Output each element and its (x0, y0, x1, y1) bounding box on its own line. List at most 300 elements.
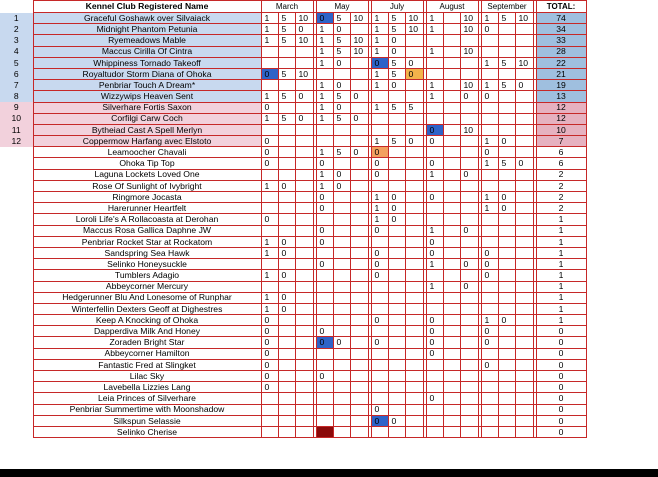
score-cell (426, 203, 443, 214)
score-cell (515, 192, 533, 203)
score-cell (515, 68, 533, 79)
score-cell: 0 (481, 91, 498, 102)
score-cell (481, 371, 498, 382)
score-cell (371, 292, 388, 303)
score-cell (295, 359, 313, 370)
dog-name-cell: Harerunner Heartfelt (33, 203, 261, 214)
score-cell: 1 (261, 91, 278, 102)
score-cell: 0 (481, 359, 498, 370)
score-cell (426, 426, 443, 437)
score-cell: 1 (261, 270, 278, 281)
score-cell (460, 136, 478, 147)
score-cell (350, 68, 368, 79)
table-row (0, 214, 586, 225)
score-cell (443, 136, 460, 147)
score-cell: 0 (371, 169, 388, 180)
dog-name-cell: Abbeycorner Mercury (33, 281, 261, 292)
score-cell (498, 180, 515, 191)
score-cell (498, 214, 515, 225)
dog-name-cell: Ringmore Jocasta (33, 192, 261, 203)
score-cell (481, 415, 498, 426)
score-cell (460, 292, 478, 303)
dog-name-cell: Maccus Cirilla Of Cintra (33, 46, 261, 57)
score-cell: 0 (333, 180, 350, 191)
score-cell (426, 214, 443, 225)
score-cell (333, 281, 350, 292)
rank-cell: 12 (0, 136, 33, 147)
table-row (0, 281, 586, 292)
score-cell (333, 247, 350, 258)
score-cell (333, 404, 350, 415)
dog-name-cell: Silkspun Selassie (33, 415, 261, 426)
score-cell (405, 113, 423, 124)
score-cell: 10 (295, 13, 313, 24)
score-cell: 1 (481, 315, 498, 326)
month-header-august: August (426, 1, 478, 13)
total-cell: 12 (536, 113, 586, 124)
score-cell (498, 102, 515, 113)
score-cell (350, 303, 368, 314)
score-cell (295, 247, 313, 258)
month-header-march: March (261, 1, 313, 13)
score-cell (350, 158, 368, 169)
score-cell (498, 303, 515, 314)
score-cell (316, 382, 333, 393)
score-cell (481, 214, 498, 225)
score-cell (295, 203, 313, 214)
total-cell: 1 (536, 236, 586, 247)
score-cell (460, 270, 478, 281)
score-cell: 1 (371, 214, 388, 225)
score-cell (278, 80, 295, 91)
score-cell (426, 102, 443, 113)
dog-name-cell: Dapperdiva Milk And Honey (33, 326, 261, 337)
rank-cell (0, 158, 33, 169)
score-cell (443, 13, 460, 24)
score-cell (261, 281, 278, 292)
score-cell: 0 (388, 80, 405, 91)
score-cell: 5 (333, 91, 350, 102)
score-cell (278, 371, 295, 382)
total-cell: 0 (536, 382, 586, 393)
rank-cell (0, 371, 33, 382)
score-cell: 0 (460, 169, 478, 180)
score-cell (498, 393, 515, 404)
score-cell (350, 259, 368, 270)
score-cell (460, 303, 478, 314)
score-cell: 0 (426, 236, 443, 247)
score-cell (388, 292, 405, 303)
score-cell: 1 (481, 192, 498, 203)
score-cell: 0 (460, 91, 478, 102)
score-cell (388, 113, 405, 124)
score-cell (460, 426, 478, 437)
score-cell (316, 415, 333, 426)
score-cell: 5 (498, 57, 515, 68)
score-cell: 0 (460, 225, 478, 236)
dog-name-cell: Coppermow Harfang avec Elstoto (33, 136, 261, 147)
total-cell: 1 (536, 292, 586, 303)
score-cell: 0 (261, 337, 278, 348)
score-cell (371, 371, 388, 382)
window-bottom-edge (0, 469, 658, 477)
score-cell (405, 292, 423, 303)
score-cell (278, 147, 295, 158)
score-cell (426, 292, 443, 303)
score-cell (515, 91, 533, 102)
score-cell: 0 (261, 348, 278, 359)
score-cell (426, 303, 443, 314)
score-cell: 0 (261, 359, 278, 370)
score-cell (295, 348, 313, 359)
score-cell (278, 46, 295, 57)
dog-name-cell: Abbeycorner Hamilton (33, 348, 261, 359)
score-cell (515, 393, 533, 404)
score-cell (261, 124, 278, 135)
score-cell: 0 (460, 259, 478, 270)
total-cell: 34 (536, 24, 586, 35)
score-cell: 0 (515, 158, 533, 169)
table-row (0, 192, 586, 203)
score-cell: 0 (261, 68, 278, 79)
dog-name-cell: Penbriar Summertime with Moonshadow (33, 404, 261, 415)
score-cell (481, 180, 498, 191)
score-cell: 1 (316, 24, 333, 35)
table-row (0, 13, 586, 24)
score-cell (460, 315, 478, 326)
score-cell (443, 203, 460, 214)
score-cell (278, 169, 295, 180)
score-cell (350, 214, 368, 225)
score-cell: 0 (333, 102, 350, 113)
score-cell (333, 136, 350, 147)
score-cell (350, 102, 368, 113)
score-cell (350, 393, 368, 404)
score-cell: 0 (481, 326, 498, 337)
dog-name-cell: Laguna Lockets Loved One (33, 169, 261, 180)
score-cell (405, 415, 423, 426)
dog-name-cell: Loroli Life's A Rollacoasta at Derohan (33, 214, 261, 225)
score-cell: 1 (316, 147, 333, 158)
table-row (0, 337, 586, 348)
score-cell (405, 315, 423, 326)
score-cell: 1 (371, 13, 388, 24)
score-cell (405, 359, 423, 370)
score-cell: 1 (481, 13, 498, 24)
score-cell (405, 158, 423, 169)
score-cell: 1 (426, 169, 443, 180)
score-cell: 1 (481, 203, 498, 214)
score-cell: 10 (295, 68, 313, 79)
score-cell: 1 (371, 102, 388, 113)
score-cell (515, 281, 533, 292)
score-cell (443, 35, 460, 46)
score-cell: 0 (295, 91, 313, 102)
score-cell (316, 315, 333, 326)
score-cell: 1 (316, 180, 333, 191)
score-cell: 0 (261, 102, 278, 113)
score-cell (498, 426, 515, 437)
score-cell: 5 (333, 13, 350, 24)
rank-cell (0, 303, 33, 314)
score-cell (498, 371, 515, 382)
score-cell: 5 (278, 24, 295, 35)
score-cell: 0 (316, 13, 333, 24)
score-cell (515, 124, 533, 135)
score-cell (460, 147, 478, 158)
score-cell (295, 371, 313, 382)
score-cell (333, 303, 350, 314)
score-cell (333, 225, 350, 236)
score-cell (371, 124, 388, 135)
score-cell (350, 57, 368, 68)
score-cell (295, 326, 313, 337)
score-cell: 5 (333, 35, 350, 46)
score-cell (295, 292, 313, 303)
dog-name-cell: Penbriar Touch A Dream* (33, 80, 261, 91)
score-cell (388, 426, 405, 437)
rank-cell (0, 259, 33, 270)
score-cell: 1 (316, 46, 333, 57)
score-cell: 5 (405, 102, 423, 113)
score-cell (316, 426, 333, 437)
score-cell (350, 382, 368, 393)
score-cell: 0 (333, 57, 350, 68)
score-cell (371, 303, 388, 314)
score-cell: 0 (405, 68, 423, 79)
score-cell (515, 337, 533, 348)
rank-cell: 5 (0, 57, 33, 68)
rank-cell (0, 415, 33, 426)
table-row (0, 180, 586, 191)
score-cell (295, 236, 313, 247)
score-cell: 0 (295, 113, 313, 124)
score-cell: 10 (460, 80, 478, 91)
score-cell: 0 (371, 225, 388, 236)
score-cell: 0 (261, 214, 278, 225)
score-cell: 0 (426, 124, 443, 135)
score-cell (261, 404, 278, 415)
score-cell: 1 (316, 57, 333, 68)
score-cell (316, 303, 333, 314)
score-cell (278, 348, 295, 359)
score-cell: 10 (460, 124, 478, 135)
score-cell: 1 (481, 158, 498, 169)
table-row (0, 359, 586, 370)
score-cell (426, 113, 443, 124)
score-cell (316, 214, 333, 225)
score-cell (460, 214, 478, 225)
score-cell: 1 (371, 35, 388, 46)
score-cell (295, 303, 313, 314)
score-cell (460, 393, 478, 404)
score-cell: 1 (426, 13, 443, 24)
score-cell (460, 337, 478, 348)
table-row (0, 136, 586, 147)
score-cell: 0 (295, 24, 313, 35)
dog-name-cell: Whippiness Tornado Takeoff (33, 57, 261, 68)
score-cell (350, 247, 368, 258)
score-cell: 0 (481, 147, 498, 158)
score-cell: 0 (426, 348, 443, 359)
score-cell (278, 57, 295, 68)
score-cell (278, 203, 295, 214)
score-cell (388, 270, 405, 281)
score-cell (481, 292, 498, 303)
score-cell (295, 57, 313, 68)
score-cell (350, 124, 368, 135)
score-cell (443, 270, 460, 281)
score-cell (426, 270, 443, 281)
score-cell (350, 169, 368, 180)
score-cell: 0 (371, 259, 388, 270)
score-cell: 1 (371, 24, 388, 35)
table-row (0, 292, 586, 303)
score-cell (350, 326, 368, 337)
score-cell (443, 382, 460, 393)
score-cell (295, 147, 313, 158)
score-cell: 0 (498, 136, 515, 147)
rank-cell (0, 393, 33, 404)
table-row (0, 382, 586, 393)
score-cell (333, 68, 350, 79)
score-cell (350, 24, 368, 35)
score-cell (405, 203, 423, 214)
score-cell (333, 236, 350, 247)
score-cell: 0 (481, 24, 498, 35)
score-cell: 0 (261, 315, 278, 326)
rank-cell: 6 (0, 68, 33, 79)
table-row (0, 169, 586, 180)
score-cell (371, 348, 388, 359)
score-cell: 0 (371, 315, 388, 326)
total-cell: 0 (536, 337, 586, 348)
score-cell: 0 (333, 80, 350, 91)
score-cell (443, 158, 460, 169)
score-cell (278, 136, 295, 147)
score-cell (350, 225, 368, 236)
score-cell (350, 203, 368, 214)
score-cell: 1 (316, 169, 333, 180)
score-cell (460, 326, 478, 337)
score-cell (515, 359, 533, 370)
score-cell (515, 35, 533, 46)
score-cell (515, 225, 533, 236)
score-cell (350, 426, 368, 437)
score-cell: 5 (278, 13, 295, 24)
score-cell (388, 158, 405, 169)
score-cell (460, 371, 478, 382)
score-cell (443, 315, 460, 326)
score-cell (460, 113, 478, 124)
score-cell (460, 415, 478, 426)
score-cell: 5 (278, 35, 295, 46)
dog-name-cell: Penbriar Rocket Star at Rockatom (33, 236, 261, 247)
score-cell (515, 180, 533, 191)
score-cell: 0 (371, 247, 388, 258)
score-cell (405, 348, 423, 359)
total-cell: 0 (536, 326, 586, 337)
score-cell (515, 113, 533, 124)
score-cell (481, 46, 498, 57)
score-cell (481, 236, 498, 247)
score-cell (426, 404, 443, 415)
score-cell (515, 24, 533, 35)
score-cell: 10 (350, 13, 368, 24)
dog-name-cell: Selinko Honeysuckle (33, 259, 261, 270)
score-cell (295, 158, 313, 169)
score-cell: 1 (261, 35, 278, 46)
score-cell: 10 (515, 13, 533, 24)
total-cell: 1 (536, 315, 586, 326)
score-cell: 0 (426, 192, 443, 203)
score-cell (405, 147, 423, 158)
table-row (0, 326, 586, 337)
score-cell (405, 259, 423, 270)
total-cell: 7 (536, 136, 586, 147)
score-cell (481, 68, 498, 79)
score-cell: 1 (371, 192, 388, 203)
total-header: TOTAL: (536, 1, 586, 13)
score-cell: 0 (426, 337, 443, 348)
score-cell (405, 35, 423, 46)
rank-cell: 2 (0, 24, 33, 35)
score-cell (443, 102, 460, 113)
score-cell: 5 (498, 13, 515, 24)
score-cell: 0 (333, 337, 350, 348)
score-cell (498, 124, 515, 135)
score-cell (295, 426, 313, 437)
score-cell (443, 337, 460, 348)
dog-name-cell: Corfilgi Carw Coch (33, 113, 261, 124)
score-cell: 0 (498, 192, 515, 203)
score-cell: 0 (388, 415, 405, 426)
score-cell (498, 35, 515, 46)
score-cell (498, 68, 515, 79)
score-cell (316, 348, 333, 359)
score-cell: 1 (426, 91, 443, 102)
score-cell (515, 46, 533, 57)
score-cell (333, 158, 350, 169)
score-cell (316, 247, 333, 258)
dog-name-cell: Silverhare Fortis Saxon (33, 102, 261, 113)
dog-name-cell: Keep A Knocking of Ohoka (33, 315, 261, 326)
score-cell (261, 426, 278, 437)
score-cell: 1 (316, 91, 333, 102)
score-cell (261, 203, 278, 214)
score-cell (426, 415, 443, 426)
score-cell (388, 315, 405, 326)
total-cell: 2 (536, 180, 586, 191)
score-cell (350, 270, 368, 281)
score-cell (388, 147, 405, 158)
score-cell (261, 415, 278, 426)
total-cell: 13 (536, 91, 586, 102)
score-cell: 0 (460, 281, 478, 292)
score-cell (388, 247, 405, 258)
score-cell: 10 (460, 24, 478, 35)
score-cell: 0 (278, 303, 295, 314)
score-cell (388, 236, 405, 247)
rank-cell (0, 359, 33, 370)
score-cell (278, 326, 295, 337)
score-cell (333, 371, 350, 382)
score-cell (388, 348, 405, 359)
score-cell (333, 292, 350, 303)
score-cell (278, 382, 295, 393)
dog-name-cell: Rose Of Sunlight of Ivybright (33, 180, 261, 191)
score-cell (498, 326, 515, 337)
